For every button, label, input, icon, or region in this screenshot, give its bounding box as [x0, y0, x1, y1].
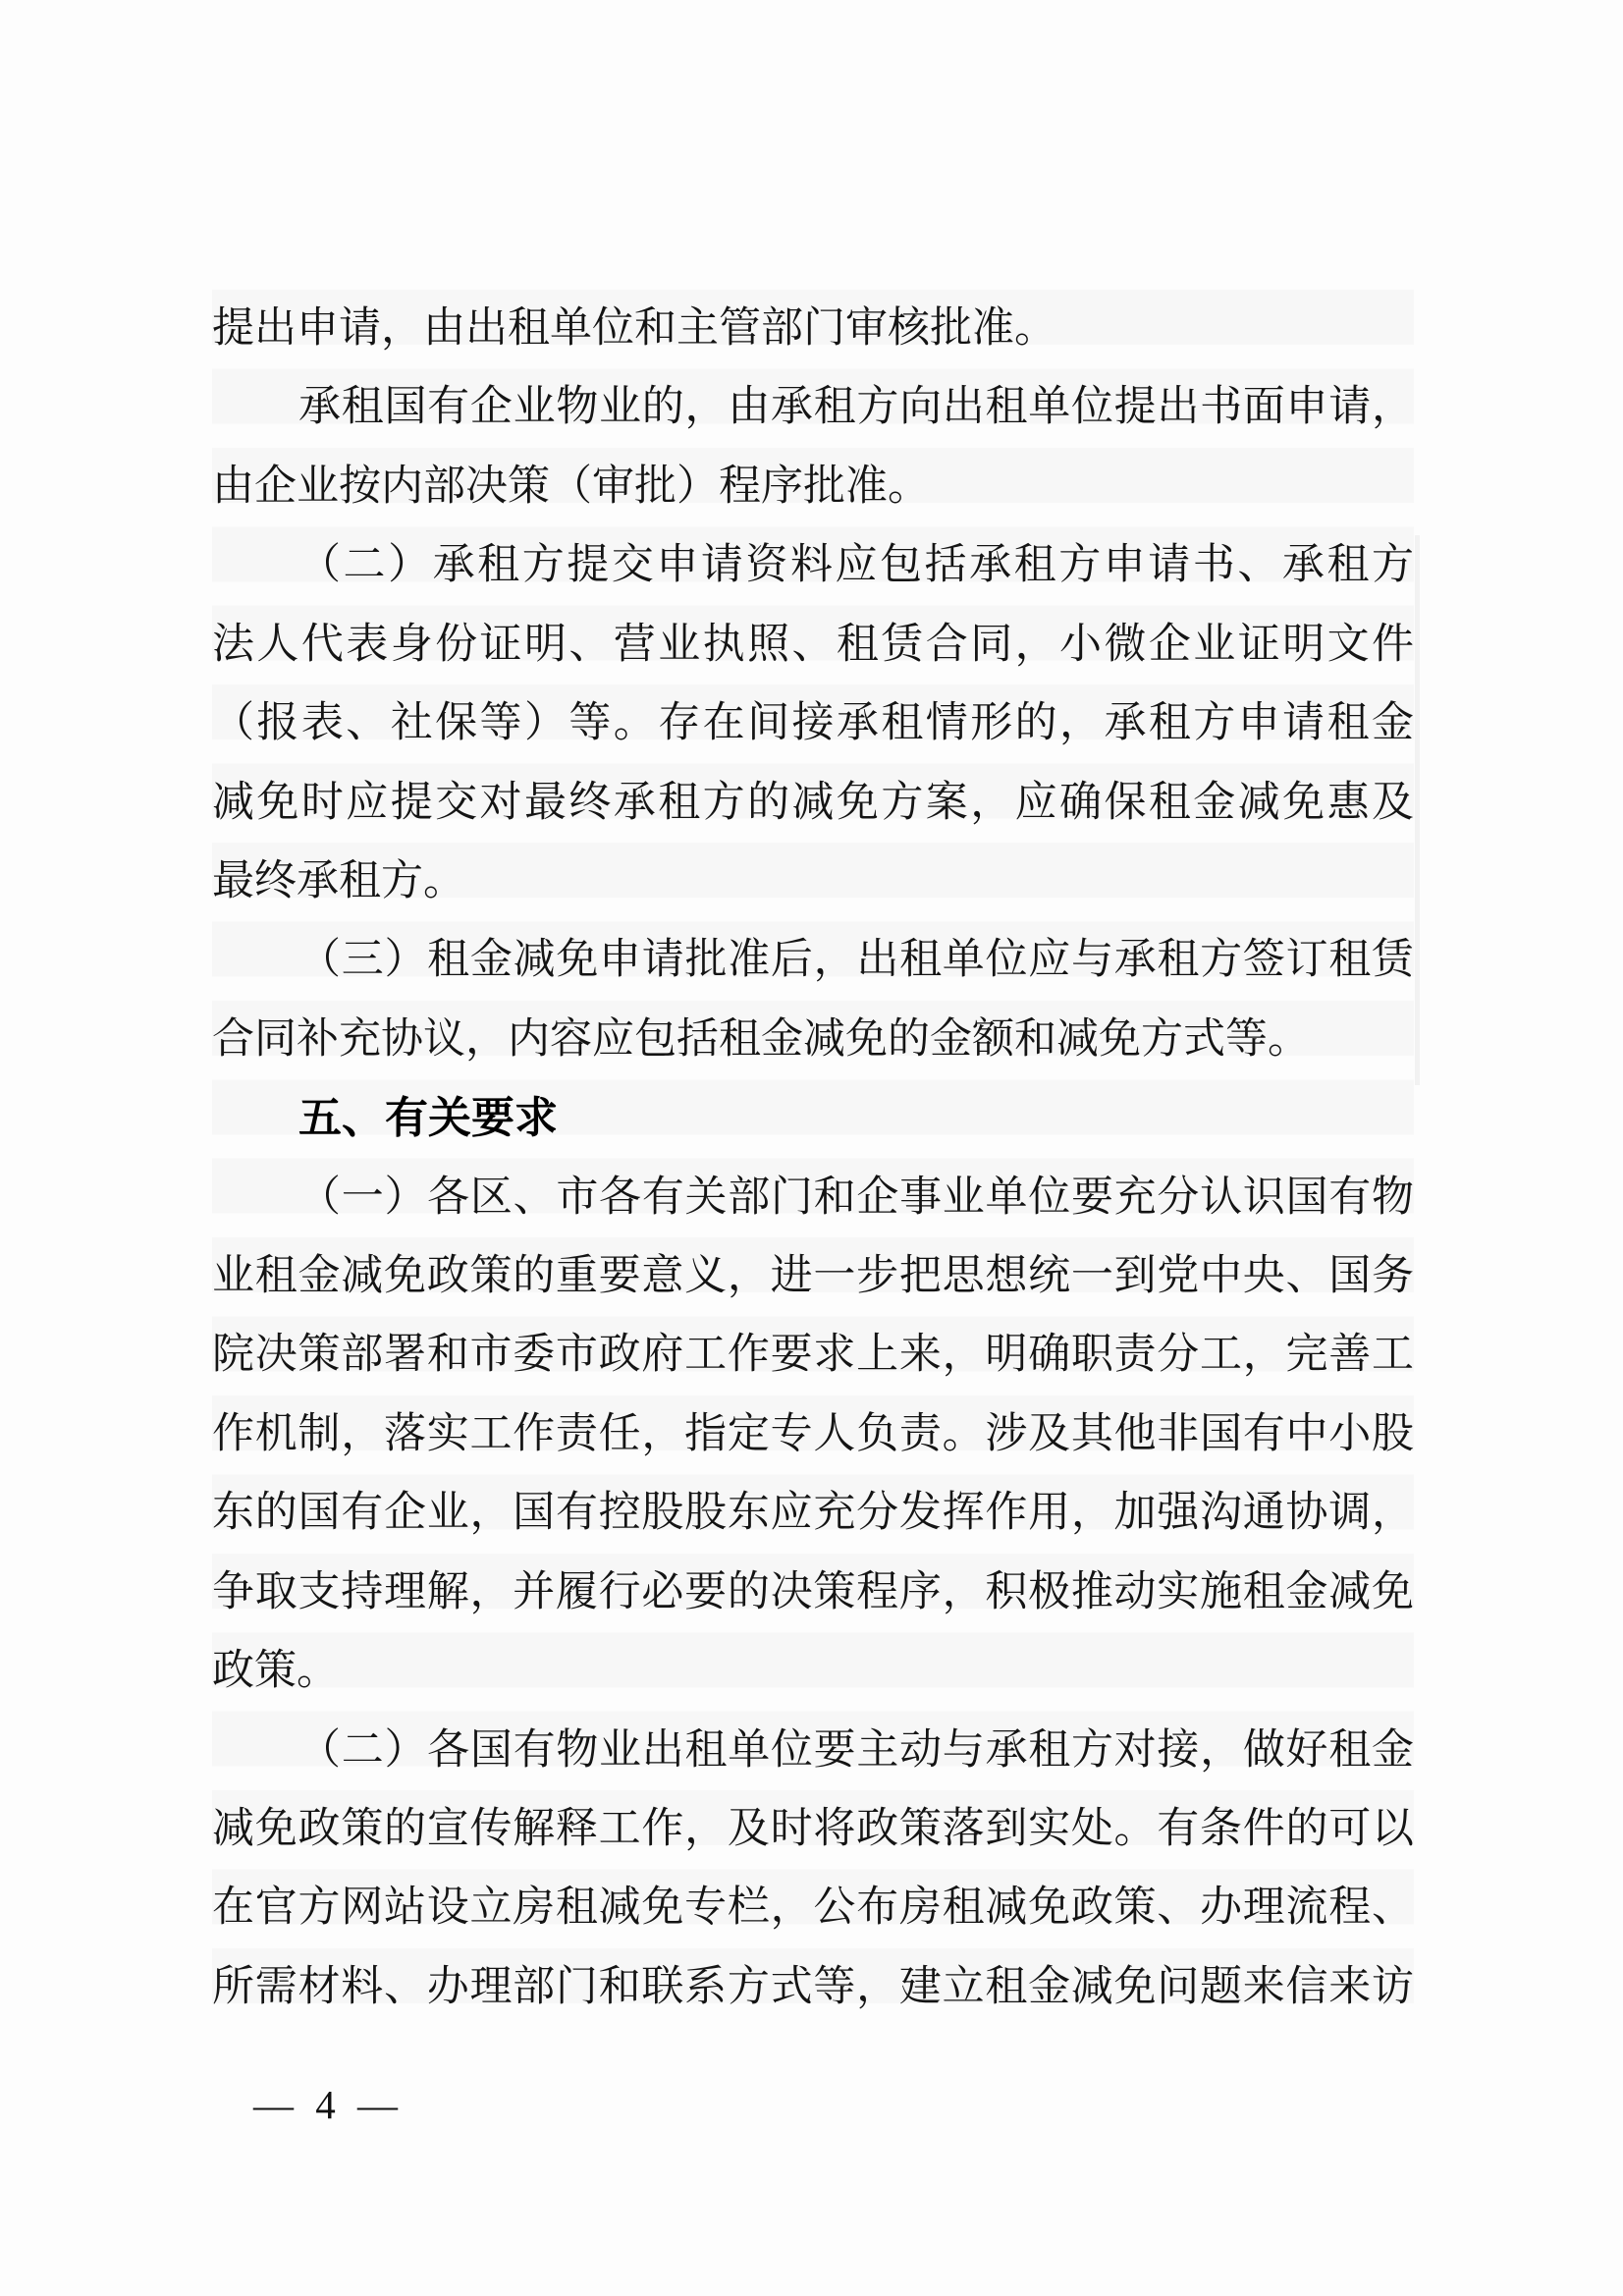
page-number: — 4 — — [253, 2082, 404, 2127]
document-line: 承租国有企业物业的，由承租方向出租单位提出书面申请， — [298, 384, 1414, 431]
document-line: （报表、社保等）等。存在间接承租情形的，承租方申请租金 — [212, 700, 1414, 747]
document-line: 减免时应提交对最终承租方的减免方案，应确保租金减免惠及 — [212, 779, 1414, 826]
document-line: 争取支持理解，并履行必要的决策程序，积极推动实施租金减免 — [212, 1568, 1414, 1615]
document-line: 东的国有企业，国有控股股东应充分发挥作用，加强沟通协调， — [212, 1490, 1414, 1537]
document-line: 业租金减免政策的重要意义，进一步把思想统一到党中央、国务 — [212, 1253, 1414, 1300]
document-line: 合同补充协议，内容应包括租金减免的金额和减免方式等。 — [212, 1015, 1310, 1063]
document-line: 最终承租方。 — [212, 857, 465, 904]
document-line: （三）租金减免申请批准后，出租单位应与承租方签订租赁 — [298, 937, 1414, 984]
section-heading: 五、有关要求 — [298, 1094, 558, 1143]
document-line: 提出申请，由出租单位和主管部门审核批准。 — [212, 305, 1056, 352]
document-line: （二）承租方提交申请资料应包括承租方申请书、承租方 — [298, 542, 1414, 589]
document-line: 减免政策的宣传解释工作，及时将政策落到实处。有条件的可以 — [212, 1806, 1414, 1853]
document-text-block — [212, 290, 1414, 2027]
document-line: 作机制，落实工作责任，指定专人负责。涉及其他非国有中小股 — [212, 1410, 1414, 1457]
document-line: 在官方网站设立房租减免专栏，公布房租减免政策、办理流程、 — [212, 1885, 1414, 1932]
document-line: （二）各国有物业出租单位要主动与承租方对接，做好租金 — [298, 1726, 1414, 1774]
document-line: 法人代表身份证明、营业执照、租赁合同，小微企业证明文件 — [212, 621, 1414, 668]
document-line: 政策。 — [212, 1648, 339, 1695]
document-line: 由企业按内部决策（审批）程序批准。 — [212, 463, 930, 510]
document-line: 院决策部署和市委市政府工作要求上来，明确职责分工，完善工 — [212, 1332, 1414, 1379]
document-line: 所需材料、办理部门和联系方式等，建立租金减免问题来信来访 — [212, 1963, 1414, 2010]
scan-artifact — [1415, 535, 1420, 1085]
document-line: （一）各区、市各有关部门和企事业单位要充分认识国有物 — [298, 1174, 1414, 1221]
